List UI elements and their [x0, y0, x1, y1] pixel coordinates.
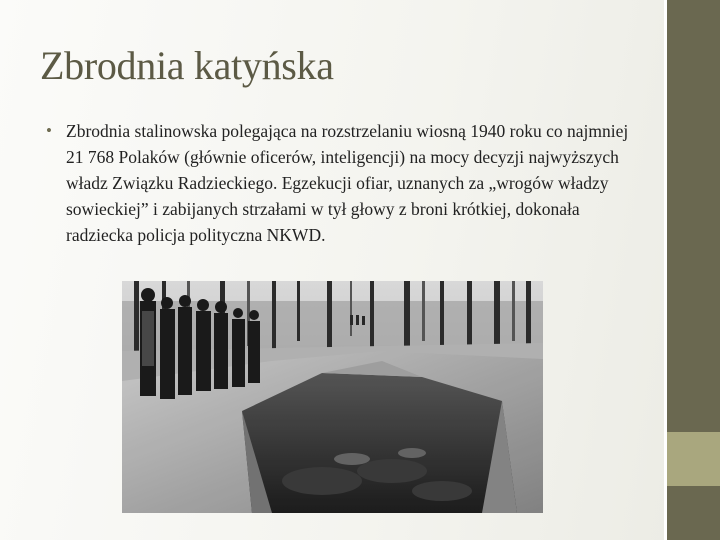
sidebar-accent-block [667, 432, 720, 486]
slide-title: Zbrodnia katyńska [40, 43, 334, 88]
photo-image [122, 281, 543, 513]
bullet-list [46, 118, 632, 248]
historical-photo [122, 281, 543, 513]
bullet-text: Zbrodnia stalinowska polegająca na rozstrzelaniu wiosną 1940 roku co najmniej 21 768 Polaków (głównie oficerów, inteligencji) na mocy decyzji najwyższych władz Związku Radzieckiego. Egzekucji ofiar, uznanych za „wrogów władzy sowieckiej” i zabijanych strzałami w tył głowy z broni krótkiej, dokonała radziecka policja polityczna NKWD. [66, 121, 629, 245]
bullet-dot-icon: • [46, 121, 52, 140]
bullet-item [46, 118, 632, 248]
